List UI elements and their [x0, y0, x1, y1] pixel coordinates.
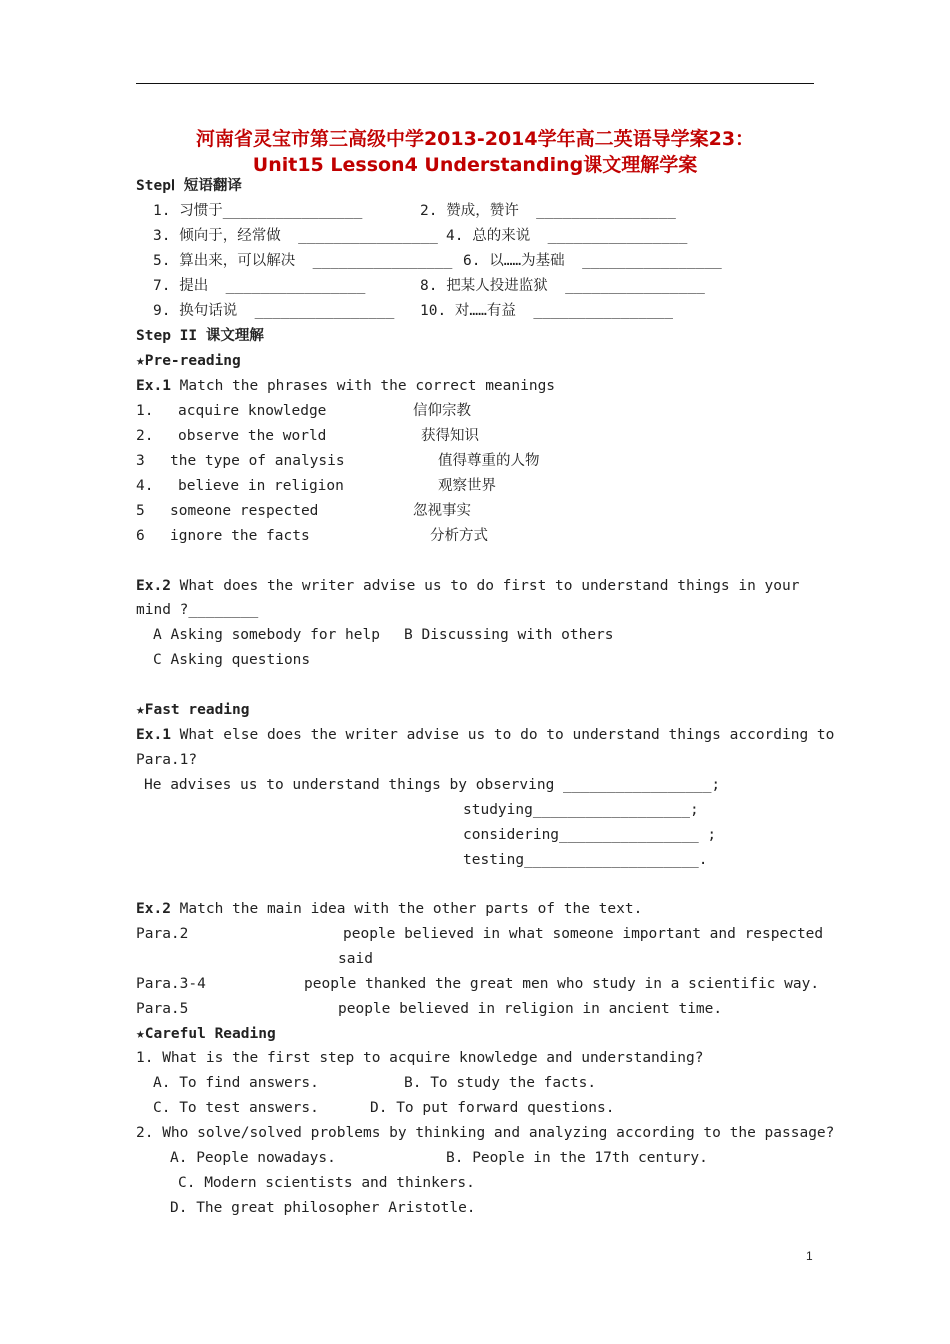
fast-ex2 [136, 899, 642, 919]
prereading-ex2-cont: mind ?________ [136, 602, 259, 618]
answer-considering: considering________________ ; [463, 827, 717, 843]
match-idea-cont: said [338, 951, 373, 967]
question-2: 2. Who solve/solved problems by thinking and analyzing according to the passage? [136, 1125, 835, 1141]
q2-option-b: B. People in the 17th century. [446, 1150, 708, 1166]
page-number: 1 [806, 1249, 813, 1263]
q1-option-b: B. To study the facts. [404, 1075, 597, 1091]
header-rule [136, 83, 814, 84]
step1-item-6: 6. 以……为基础 ________________ [463, 253, 722, 269]
match-para: Para.3-4 [136, 976, 206, 992]
phrase-num: 6 [136, 528, 145, 544]
match-para: Para.5 [136, 1001, 189, 1017]
step1-item-9: 9. 换句话说 ________________ [153, 303, 395, 319]
phrase-zh: 观察世界 [438, 478, 496, 494]
phrase-en: believe in religion [178, 478, 344, 494]
phrase-num: 5 [136, 503, 145, 519]
answer-testing: testing____________________. [463, 852, 708, 868]
answer-observing: He advises us to understand things by observing _________________; [144, 777, 721, 793]
step1-heading: StepⅠ 短语翻译 [136, 178, 242, 194]
phrase-en: someone respected [170, 503, 319, 519]
phrase-zh: 忽视事实 [413, 503, 471, 519]
ex-text: What does the writer advise us to do first to understand things in your [170, 578, 800, 594]
phrase-en: ignore the facts [170, 528, 310, 544]
option-a: A Asking somebody for help [153, 627, 380, 643]
q1-option-a: A. To find answers. [153, 1075, 319, 1091]
step1-item-4: 4. 总的来说 ________________ [446, 228, 688, 244]
phrase-zh: 信仰宗教 [413, 403, 471, 419]
match-idea: people thanked the great men who study in a scientific way. [304, 976, 820, 992]
q1-option-d: D. To put forward questions. [370, 1100, 615, 1116]
ex-text: Match the main idea with the other parts of the text. [170, 901, 643, 917]
prereading-ex2 [136, 576, 799, 596]
ex-label: Ex.2 [136, 578, 171, 594]
phrase-en: observe the world [178, 428, 327, 444]
phrase-zh: 分析方式 [430, 528, 488, 544]
phrase-num: 3 [136, 453, 145, 469]
phrase-zh: 获得知识 [421, 428, 479, 444]
option-c: C Asking questions [153, 652, 311, 668]
title-line-1: 河南省灵宝市第三高级中学2013-2014学年高二英语导学案23： [195, 128, 755, 150]
ex-label: Ex.1 [136, 727, 171, 743]
step1-item-3: 3. 倾向于，经常做 ________________ [153, 228, 438, 244]
phrase-en: acquire knowledge [178, 403, 327, 419]
phrase-en: the type of analysis [170, 453, 345, 469]
phrase-num: 1. [136, 403, 154, 419]
step1-item-1: 1. 习惯于________________ [153, 203, 363, 219]
prereading-heading: ★Pre-reading [136, 353, 241, 369]
fast-reading-heading: ★Fast reading [136, 702, 250, 718]
step1-item-5: 5. 算出来，可以解决 ________________ [153, 253, 453, 269]
prereading-ex1 [136, 376, 555, 396]
careful-reading-heading: ★Careful Reading [136, 1026, 276, 1042]
ex-text: What else does the writer advise us to do to understand things according to [170, 727, 835, 743]
step1-item-2: 2. 赞成，赞许 ________________ [420, 203, 676, 219]
ex-label: Ex.1 [136, 378, 171, 394]
question-1: 1. What is the first step to acquire knowledge and understanding? [136, 1050, 704, 1066]
ex-text: Match the phrases with the correct meanings [170, 378, 556, 394]
step2-heading: Step II 课文理解 [136, 328, 264, 344]
fast-ex1-cont: Para.1? [136, 752, 198, 768]
match-idea: people believed in what someone important and respected [343, 926, 824, 942]
step1-item-7: 7. 提出 ________________ [153, 278, 366, 294]
answer-studying: studying__________________; [463, 802, 699, 818]
fast-ex1 [136, 725, 834, 745]
match-idea: people believed in religion in ancient time. [338, 1001, 723, 1017]
title-line-2: Unit15 Lesson4 Understanding课文理解学案 [252, 154, 698, 176]
q2-option-c: C. Modern scientists and thinkers. [178, 1175, 475, 1191]
phrase-num: 4. [136, 478, 154, 494]
step1-item-8: 8. 把某人投进监狱 ________________ [420, 278, 705, 294]
ex-label: Ex.2 [136, 901, 171, 917]
q2-option-d: D. The great philosopher Aristotle. [170, 1200, 476, 1216]
phrase-num: 2. [136, 428, 154, 444]
step1-item-10: 10. 对……有益 ________________ [420, 303, 674, 319]
phrase-zh: 值得尊重的人物 [438, 453, 540, 469]
q2-option-a: A. People nowadays. [170, 1150, 336, 1166]
match-para: Para.2 [136, 926, 189, 942]
option-b: B Discussing with others [404, 627, 614, 643]
q1-option-c: C. To test answers. [153, 1100, 319, 1116]
